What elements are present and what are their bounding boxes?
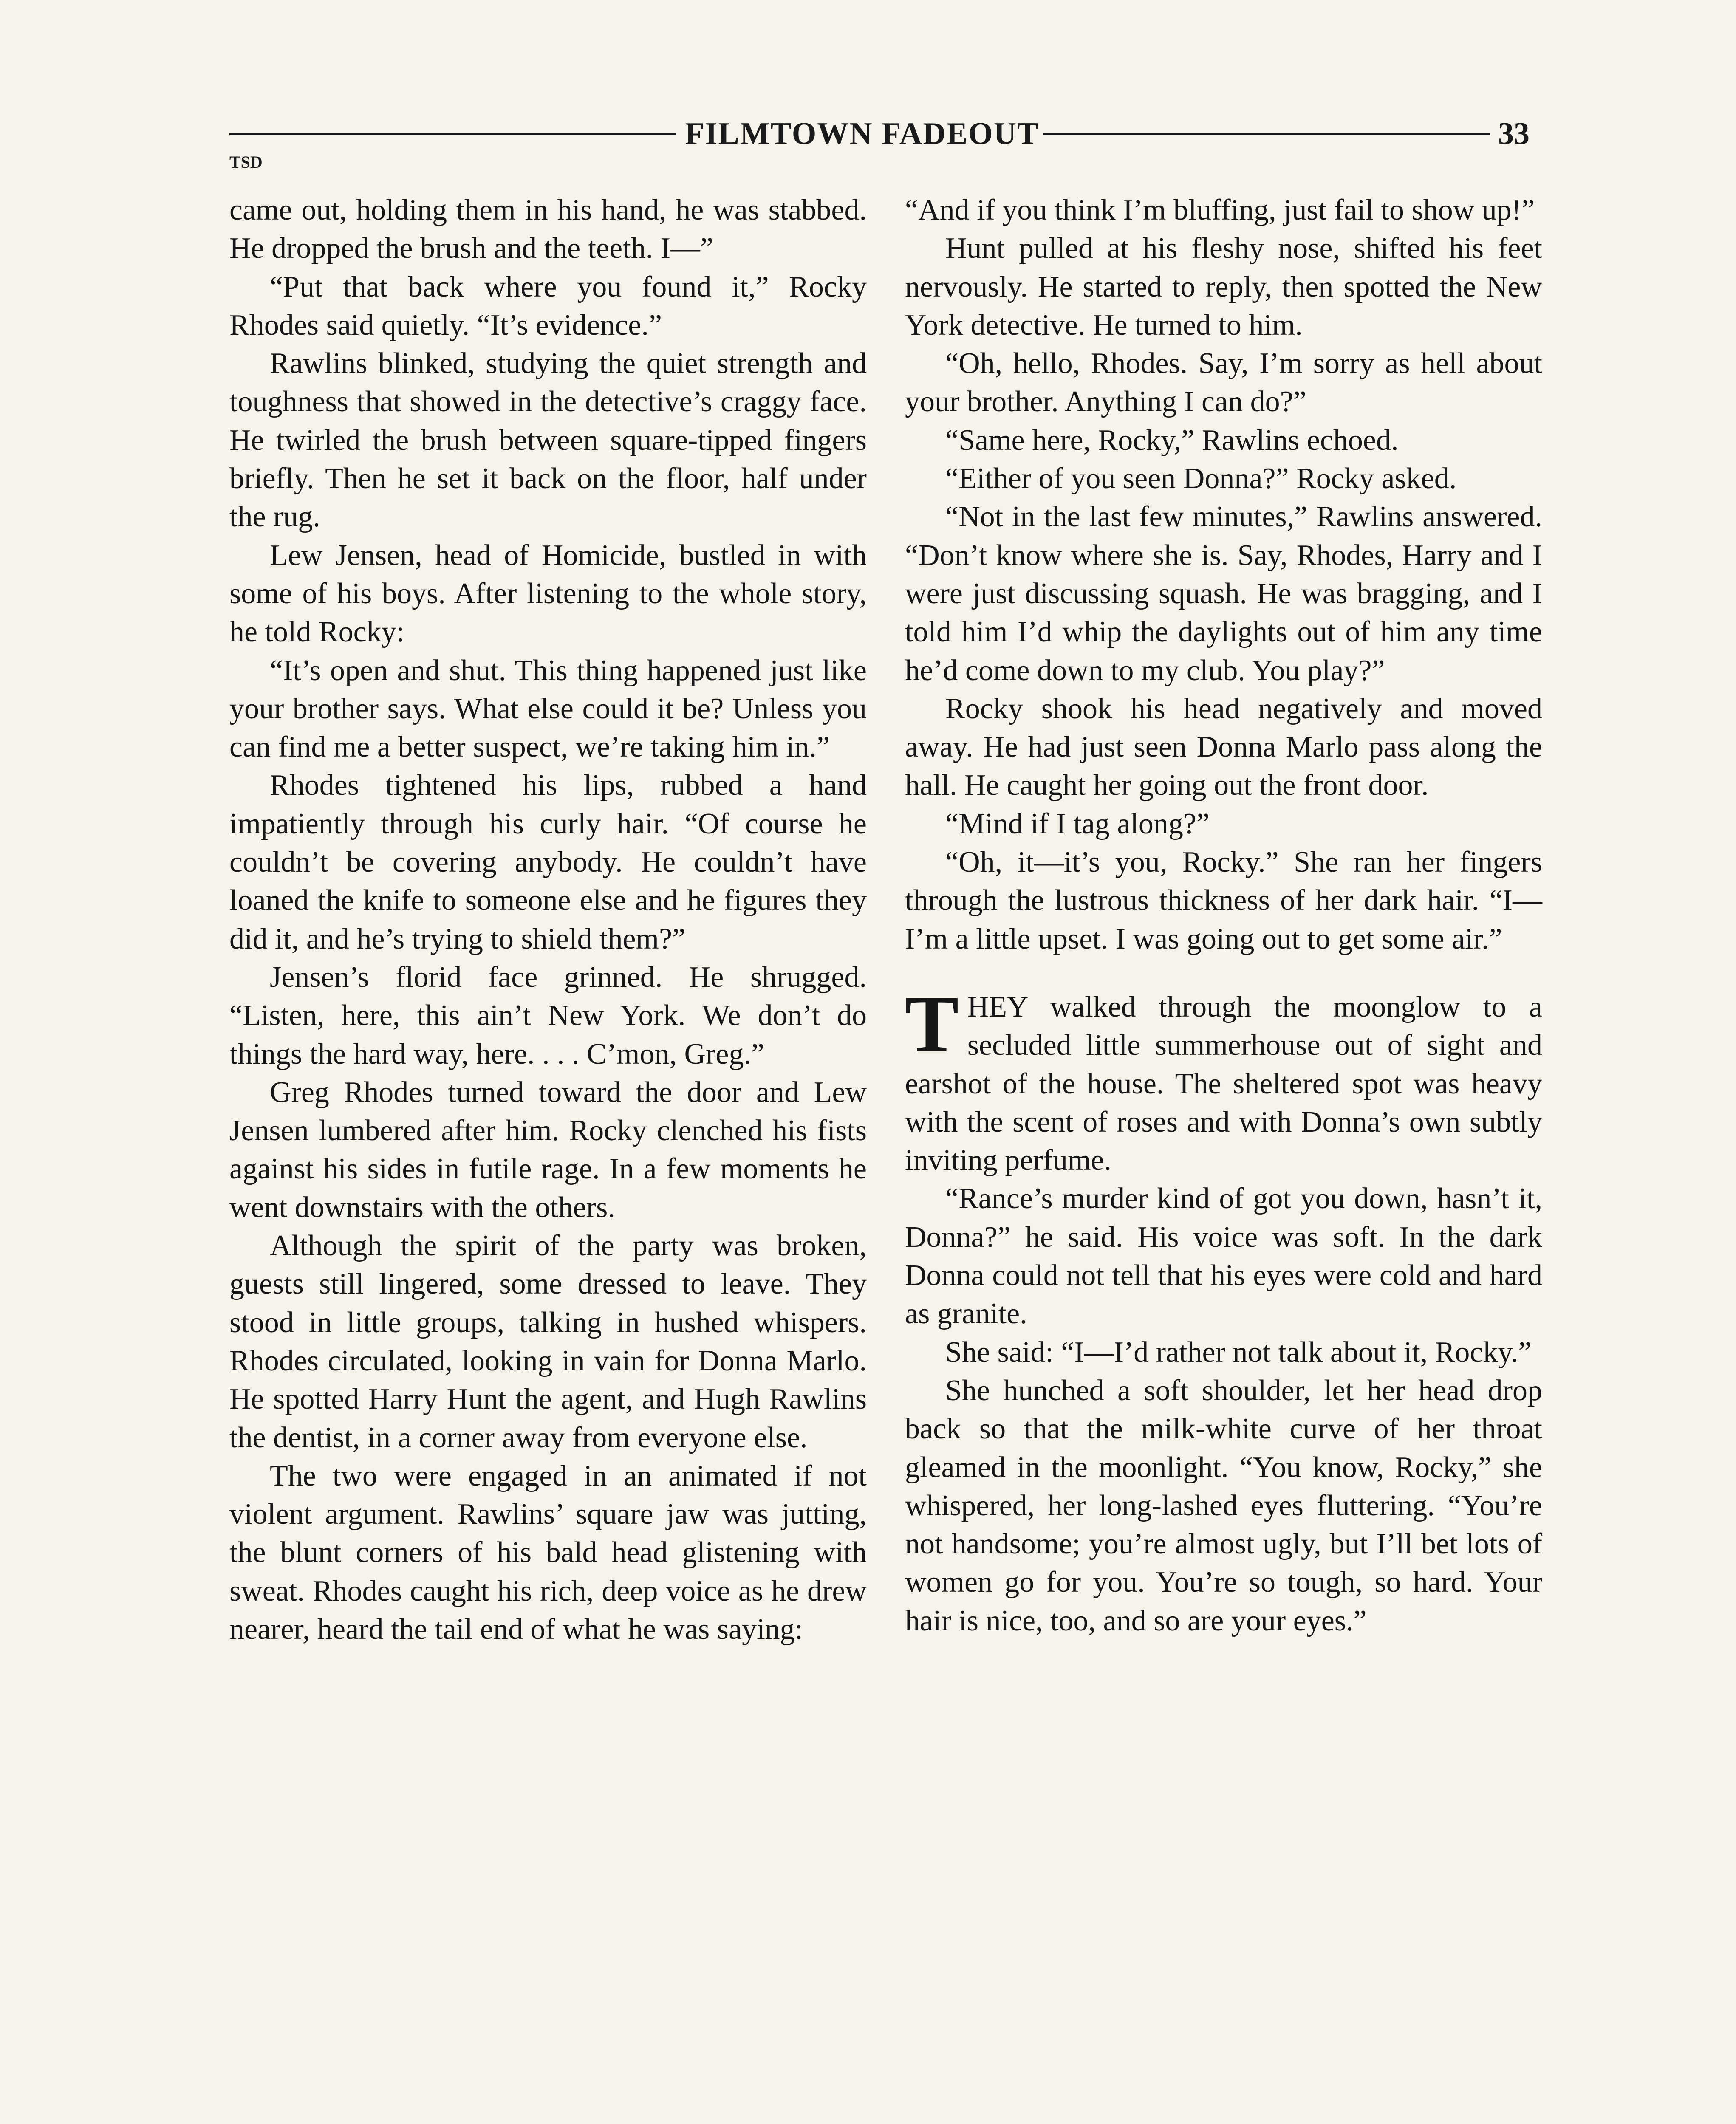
paragraph: Rocky shook his head negatively and moved away. He had just seen Donna Marlo pass along the hall. He caught her going out the front door. xyxy=(905,692,1542,802)
paragraph: Greg Rhodes turned toward the door and Lew Jensen lumbered after him. Rocky clenched his fists against his sides in futile rage. In a few moments he went downstairs with the others. xyxy=(229,1076,867,1224)
paragraph: Jensen’s florid face grinned. He shrugged. “Listen, here, this ain’t New York. We don’t do things the hard way, here. . . . C’mon, Greg.” xyxy=(229,960,867,1070)
paragraph: “And if you think I’m bluffing, just fail to show up!” xyxy=(905,194,1535,226)
paragraph: Rawlins blinked, studying the quiet strength and toughness that showed in the detective’s craggy face. He twirled the brush between square-tipped fingers briefly. Then he set it back on the floor, half under the rug. xyxy=(229,347,867,534)
text-column-right xyxy=(905,191,1542,1640)
paragraph: She hunched a soft shoulder, let her head drop back so that the milk-white curve of her throat gleamed in the moonlight. “You know, Rocky,” she whispered, her long-lashed eyes fluttering. “You’re not handsome; you’re almost ugly, but I’ll bet lots of women go for you. You’re so tough, so hard. Your hair is nice, too, and so are your eyes.” xyxy=(905,1374,1542,1637)
header-rule-left xyxy=(229,133,676,135)
running-header xyxy=(229,113,1530,155)
section-opening-paragraph xyxy=(905,979,1542,1180)
paragraph: “Oh, hello, Rhodes. Say, I’m sorry as hell about your brother. Anything I can do?” xyxy=(905,347,1542,418)
paragraph: came out, holding them in his hand, he was stabbed. He dropped the brush and the teeth. I—” xyxy=(229,194,867,265)
paragraph: The two were engaged in an animated if not violent argument. Rawlins’ square jaw was jutting, the blunt corners of his bald head glistening with sweat. Rhodes caught his rich, deep voice as he drew nearer, heard the tail end of what he was saying: xyxy=(229,1459,867,1646)
page-number: 33 xyxy=(1498,116,1530,151)
paragraph: “Rance’s murder kind of got you down, hasn’t it, Donna?” he said. His voice was soft. In the dark Donna could not tell that his eyes were cold and hard as granite. xyxy=(905,1182,1542,1330)
paragraph: Rhodes tightened his lips, rubbed a hand impatiently through his curly hair. “Of course he couldn’t be covering anybody. He couldn’t have loaned the knife to someone else and he figures they did it, and he’s trying to shield them?” xyxy=(229,769,867,955)
paragraph: “Not in the last few minutes,” Rawlins answered. “Don’t know where she is. Say, Rhodes, Harry and I were just discussing squash. He was bragging, and I told him I’d whip the daylights out of him any time he’d come down to my club. You play?” xyxy=(905,500,1542,687)
paragraph: Although the spirit of the party was broken, guests still lingered, some dressed to leave. They stood in little groups, talking in hushed whispers. Rhodes circulated, looking in vain for Donna Marlo. He spotted Harry Hunt the agent, and Hugh Rawlins the dentist, in a corner away from everyone else. xyxy=(229,1229,867,1454)
paragraph-text: HEY walked through the moonglow to a secluded little summerhouse out of sight and earshot of the house. The sheltered spot was heavy with the scent of roses and with Donna’s own subtly inviting perfume. xyxy=(905,990,1542,1177)
drop-cap: T xyxy=(905,979,959,1069)
paragraph: Lew Jensen, head of Homicide, bustled in with some of his boys. After listening to the whole story, he told Rocky: xyxy=(229,539,867,649)
paragraph: “It’s open and shut. This thing happened just like your brother says. What else could it be? Unless you can find me a better suspect, we’re taking him in.” xyxy=(229,654,867,764)
paragraph: “Same here, Rocky,” Rawlins echoed. xyxy=(945,424,1399,457)
text-column-left xyxy=(229,191,867,1649)
paragraph: “Oh, it—it’s you, Rocky.” She ran her fingers through the lustrous thickness of her dark hair. “I—I’m a little upset. I was going out to get some air.” xyxy=(905,846,1542,955)
paragraph: “Either of you seen Donna?” Rocky asked. xyxy=(945,462,1457,495)
story-title: FILMTOWN FADEOUT xyxy=(685,116,1039,151)
paragraph: “Put that back where you found it,” Rocky Rhodes said quietly. “It’s evidence.” xyxy=(229,270,867,342)
paragraph: “Mind if I tag along?” xyxy=(945,807,1210,840)
corner-mark: TSD xyxy=(229,153,263,172)
paragraph: Hunt pulled at his fleshy nose, shifted his feet nervously. He started to reply, then spotted the New York detective. He turned to him. xyxy=(905,232,1542,342)
paragraph: She said: “I—I’d rather not talk about it, Rocky.” xyxy=(945,1336,1532,1369)
header-rule-right xyxy=(1043,133,1490,135)
